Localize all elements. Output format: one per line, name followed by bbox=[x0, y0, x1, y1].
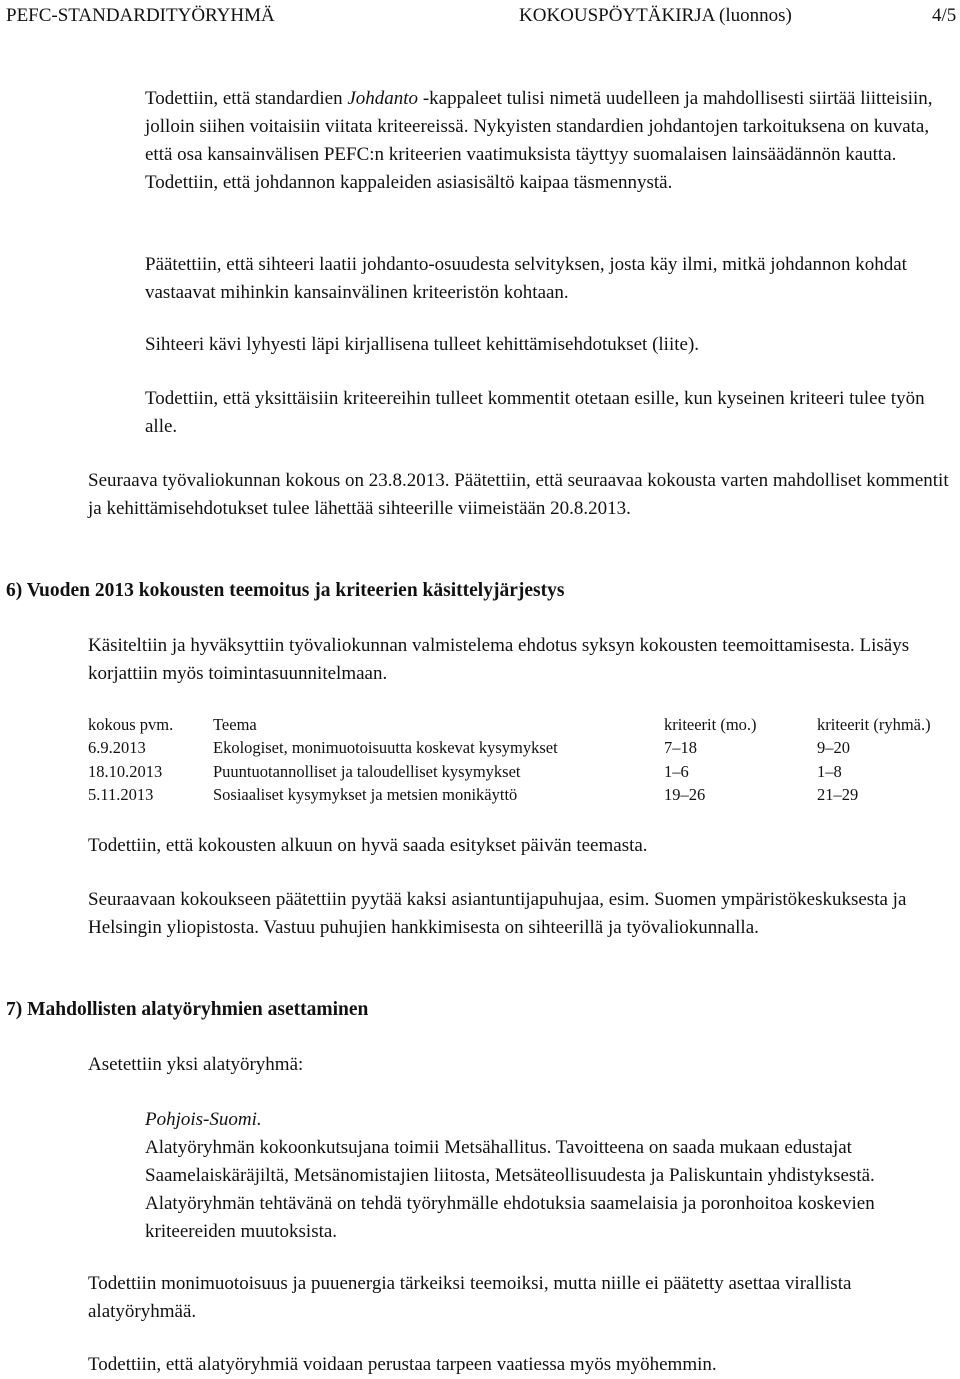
table-cell: 1–8 bbox=[817, 761, 842, 781]
table-header-cell: kriteerit (ryhmä.) bbox=[817, 715, 931, 734]
section-7-heading: 7) Mahdollisten alatyöryhmien asettaminen bbox=[6, 999, 369, 1020]
johdanto-term: Johdanto bbox=[347, 88, 419, 109]
section-6-heading: 6) Vuoden 2013 kokousten teemoitus ja kriteerien käsittelyjärjestys bbox=[6, 580, 565, 601]
paragraph-biodiversity-bioenergy: Todettiin monimuotoisuus ja puuenergia tärkeiksi teemoiksi, mutta niille ei päätetty asettaa virallista alatyöryhmää. bbox=[88, 1273, 852, 1322]
subgroup-name: Pohjois-Suomi. bbox=[145, 1109, 262, 1130]
table-cell: 6.9.2013 bbox=[88, 738, 146, 758]
paragraph-comments: Todettiin, että yksittäisiin kriteereihin tulleet kommentit otetaan esille, kun kyseinen kriteeri tulee työn alle. bbox=[145, 388, 925, 437]
table-cell: Puuntuotannolliset ja taloudelliset kysymykset bbox=[213, 761, 521, 781]
header-document-title: KOKOUSPÖYTÄKIRJA (luonnos) bbox=[519, 5, 792, 26]
paragraph-themes-approved: Käsiteltiin ja hyväksyttiin työvaliokunnan valmistelema ehdotus syksyn kokousten teemoittamisesta. Lisäys korjattiin myös toimintasuunnitelmaan. bbox=[88, 635, 910, 684]
subgroup-pohjois-suomi bbox=[145, 1106, 957, 1246]
table-cell: 9–20 bbox=[817, 738, 850, 758]
paragraph-subgroup-set: Asetettiin yksi alatyöryhmä: bbox=[88, 1054, 304, 1075]
table-header-cell: kokous pvm. bbox=[88, 715, 174, 734]
table-cell: 19–26 bbox=[664, 784, 706, 804]
table-header-cell: Teema bbox=[213, 715, 257, 734]
table-cell: Ekologiset, monimuotoisuutta koskevat kysymykset bbox=[213, 738, 558, 758]
subgroup-description: Alatyöryhmän kokoonkutsujana toimii Metsähallitus. Tavoitteena on saada mukaan edustajat Saamelaiskäräjiltä, Metsänomistajien liitosta, Metsäteollisuudesta ja Paliskuntain yhdistyksestä. Alatyöryhmän tehtävänä on tehdä työryhmälle ehdotuksia saamelaisia ja poronhoitoa koskevien kriteereiden muutoksista. bbox=[145, 1137, 875, 1242]
paragraph-next-meeting: Seuraava työvaliokunnan kokous on 23.8.2013. Päätettiin, että seuraavaa kokousta varten mahdolliset kommentit ja kehittämisehdotukset tulee lähettää sihteerille viimeistään 20.8.2013. bbox=[88, 470, 949, 519]
paragraph-johdanto: Todettiin, että standardien Johdanto -kappaleet tulisi nimetä uudelleen ja mahdollisesti siirtää liitteisiin, jolloin siihen voitaisiin viitata kriteereissä. Nykyisten standardien johdantojen tarkoituksena on kuvata, että osa kansainvälisen PEFC:n kriteerien vaatimuksista täyttyy suomalaisen lainsäädännön kautta. Todettiin, että johdannon kappaleiden asiasisältö kaipaa täsmennystä. bbox=[145, 88, 933, 193]
paragraph-decision-survey: Päätettiin, että sihteeri laatii johdanto-osuudesta selvityksen, josta käy ilmi, mitkä johdannon kohdat vastaavat mihinkin kansainvälinen kriteeristön kohtaan. bbox=[145, 254, 907, 303]
header-organization: PEFC-STANDARDITYÖRYHMÄ bbox=[6, 5, 275, 26]
table-cell: 5.11.2013 bbox=[88, 784, 154, 804]
paragraph-subgroups-later: Todettiin, että alatyöryhmiä voidaan perustaa tarpeen vaatiessa myös myöhemmin. bbox=[88, 1354, 717, 1375]
paragraph-speakers: Seuraavaan kokoukseen päätettiin pyytää kaksi asiantuntijapuhujaa, esim. Suomen ympäristökeskuksesta ja Helsingin yliopistosta. Vastuu puhujien hankkimisesta on sihteerillä ja työvaliokunnalla. bbox=[88, 889, 907, 938]
table-cell: 1–6 bbox=[664, 761, 689, 781]
paragraph-secretary-review: Sihteeri kävi lyhyesti läpi kirjallisena tulleet kehittämisehdotukset (liite). bbox=[145, 334, 700, 355]
header-page-number: 4/5 bbox=[932, 5, 957, 26]
table-header-cell: kriteerit (mo.) bbox=[664, 715, 757, 734]
paragraph-presentations: Todettiin, että kokousten alkuun on hyvä saada esitykset päivän teemasta. bbox=[88, 835, 648, 856]
table-cell: 18.10.2013 bbox=[88, 761, 163, 781]
table-cell: 21–29 bbox=[817, 784, 859, 804]
table-cell: 7–18 bbox=[664, 738, 697, 758]
table-cell: Sosiaaliset kysymykset ja metsien monikäyttö bbox=[213, 784, 518, 804]
